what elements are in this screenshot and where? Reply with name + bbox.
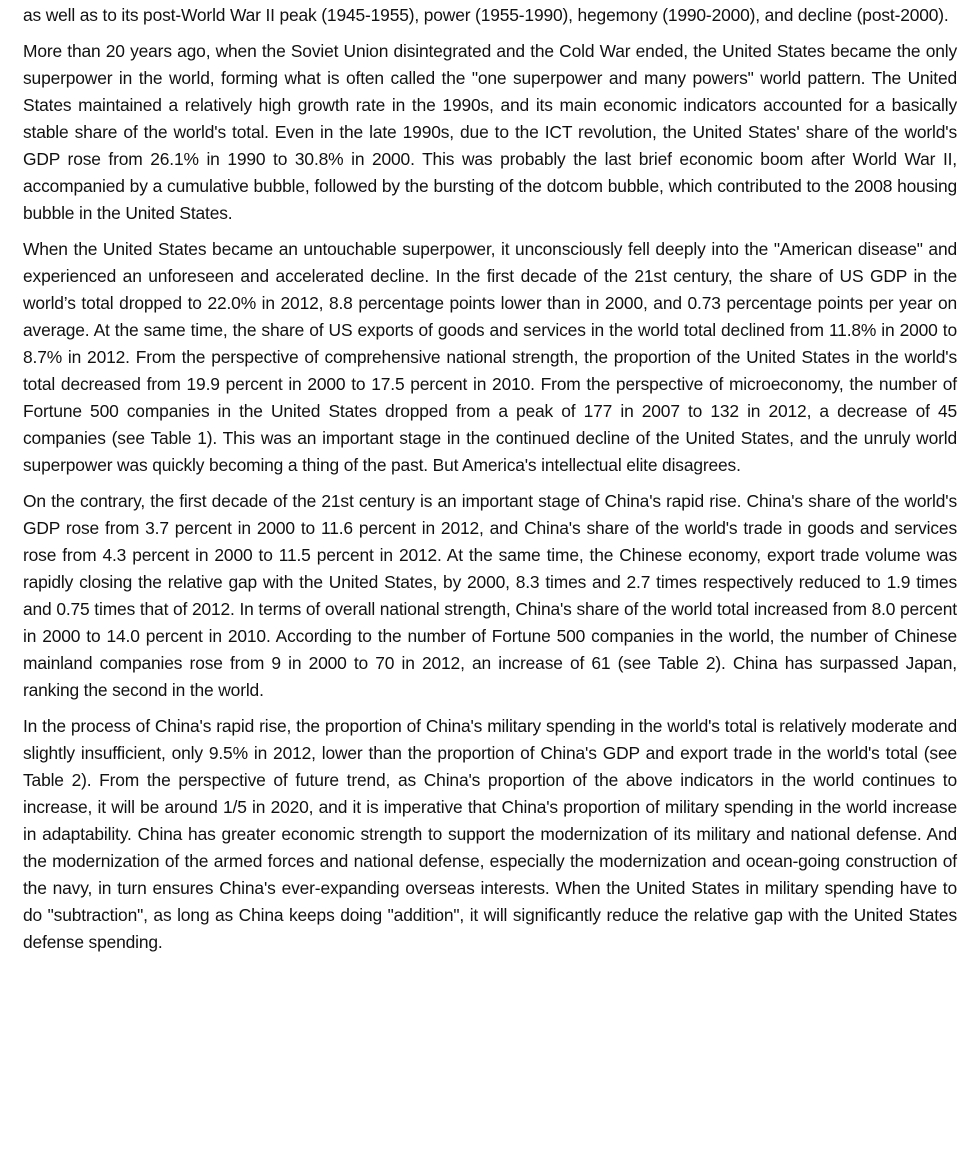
paragraph-military-spending: In the process of China's rapid rise, the proportion of China's military spending in the world's total is relatively moderate and slightly insufficient, only 9.5% in 2012, lower than the proportion of China's GDP and export trade in the world's total (see Table 2). From the perspective of future trend, as China's proportion of the above indicators in the world continues to increase, it will be around 1/5 in 2020, and it is imperative that China's proportion of military spending in the world increase in adaptability. China has greater economic strength to support the modernization of its military and national defense. And the modernization of the armed forces and national defense, especially the modernization and ocean-going construction of the navy, in turn ensures China's ever-expanding overseas interests. When the United States in military spending have to do "subtraction", as long as China keeps doing "addition", it will significantly reduce the relative gap with the United States defense spending. bbox=[23, 716, 957, 952]
paragraph-us-decline: When the United States became an untouchable superpower, it unconsciously fell deeply into the "American disease" and experienced an unforeseen and accelerated decline. In the first decade of the 21st century, the share of US GDP in the world’s total dropped to 22.0% in 2012, 8.8 percentage points lower than in 2000, and 0.73 percentage points per year on average. At the same time, the share of US exports of goods and services in the world total declined from 11.8% in 2000 to 8.7% in 2012. From the perspective of comprehensive national strength, the proportion of the United States in the world's total decreased from 19.9 percent in 2000 to 17.5 percent in 2010. From the perspective of microeconomy, the number of Fortune 500 companies in the United States dropped from a peak of 177 in 2007 to 132 in 2012, a decrease of 45 companies (see Table 1). This was an important stage in the continued decline of the United States, and the unruly world superpower was quickly becoming a thing of the past. But America's intellectual elite disagrees. bbox=[23, 239, 957, 475]
paragraph-us-superpower: More than 20 years ago, when the Soviet Union disintegrated and the Cold War ended, the United States became the only superpower in the world, forming what is often called the "one superpower and many powers" world pattern. The United States maintained a relatively high growth rate in the 1990s, and its main economic indicators accounted for a basically stable share of the world's total. Even in the late 1990s, due to the ICT revolution, the United States' share of the world's GDP rose from 26.1% in 1990 to 30.8% in 2000. This was probably the last brief economic boom after World War II, accompanied by a cumulative bubble, followed by the bursting of the dotcom bubble, which contributed to the 2008 housing bubble in the United States. bbox=[23, 41, 957, 223]
paragraph-china-rise: On the contrary, the first decade of the 21st century is an important stage of China's rapid rise. China's share of the world's GDP rose from 3.7 percent in 2000 to 11.6 percent in 2012, and China's share of the world's trade in goods and services rose from 4.3 percent in 2000 to 11.5 percent in 2012. At the same time, the Chinese economy, export trade volume was rapidly closing the relative gap with the United States, by 2000, 8.3 times and 2.7 times respectively reduced to 1.9 times and 0.75 times that of 2012. In terms of overall national strength, China's share of the world total increased from 8.0 percent in 2000 to 14.0 percent in 2010. According to the number of Fortune 500 companies in the world, the number of Chinese mainland companies rose from 9 in 2000 to 70 in 2012, an increase of 61 (see Table 2). China has surpassed Japan, ranking the second in the world. bbox=[23, 491, 957, 700]
document-page bbox=[23, 0, 957, 965]
paragraph-continuation: as well as to its post-World War II peak (1945-1955), power (1955-1990), hegemony (1990-2000), and decline (post-2000). bbox=[23, 5, 949, 25]
